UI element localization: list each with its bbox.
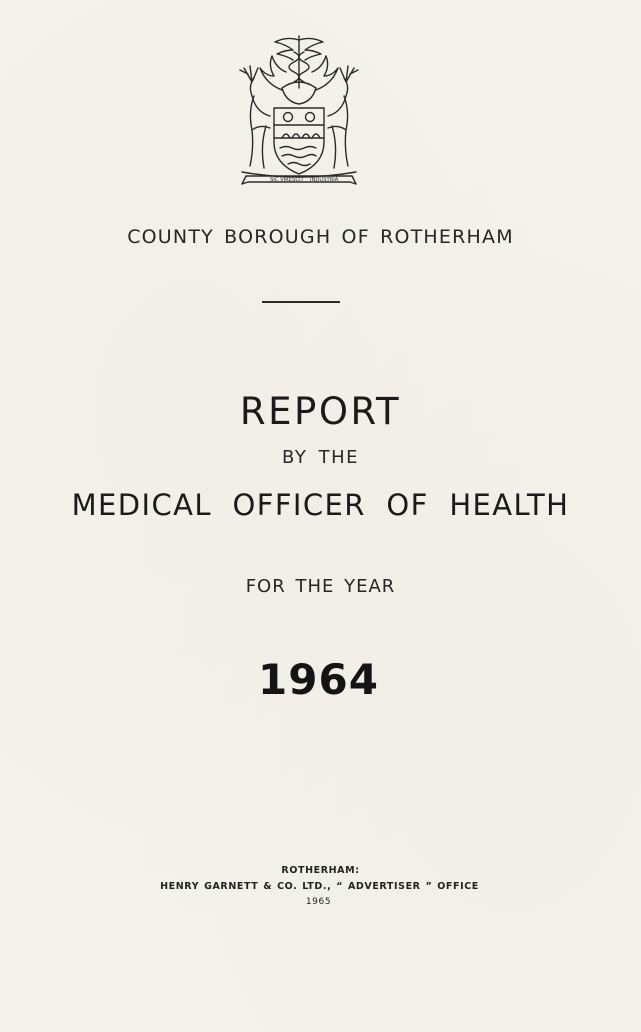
coat-of-arms-icon <box>226 30 372 190</box>
for-the-year-line: FOR THE YEAR <box>245 576 396 597</box>
by-the-line: BY THE <box>282 447 359 468</box>
imprint-printer: HENRY GARNETT & CO. LTD., “ ADVERTISER ” OFFICE <box>160 881 479 892</box>
motto-text: SIC VIRESCIT <box>270 177 304 183</box>
report-year: 1964 <box>258 655 379 704</box>
motto-text-2: INDUSTRIA <box>310 177 339 183</box>
divider-rule <box>262 301 340 303</box>
report-title: REPORT <box>239 390 402 433</box>
imprint-date: 1965 <box>305 897 332 907</box>
borough-name: COUNTY BOROUGH OF ROTHERHAM <box>127 226 514 248</box>
officer-title: MEDICAL OFFICER OF HEALTH <box>71 488 570 522</box>
imprint-place: ROTHERHAM: <box>281 865 360 876</box>
